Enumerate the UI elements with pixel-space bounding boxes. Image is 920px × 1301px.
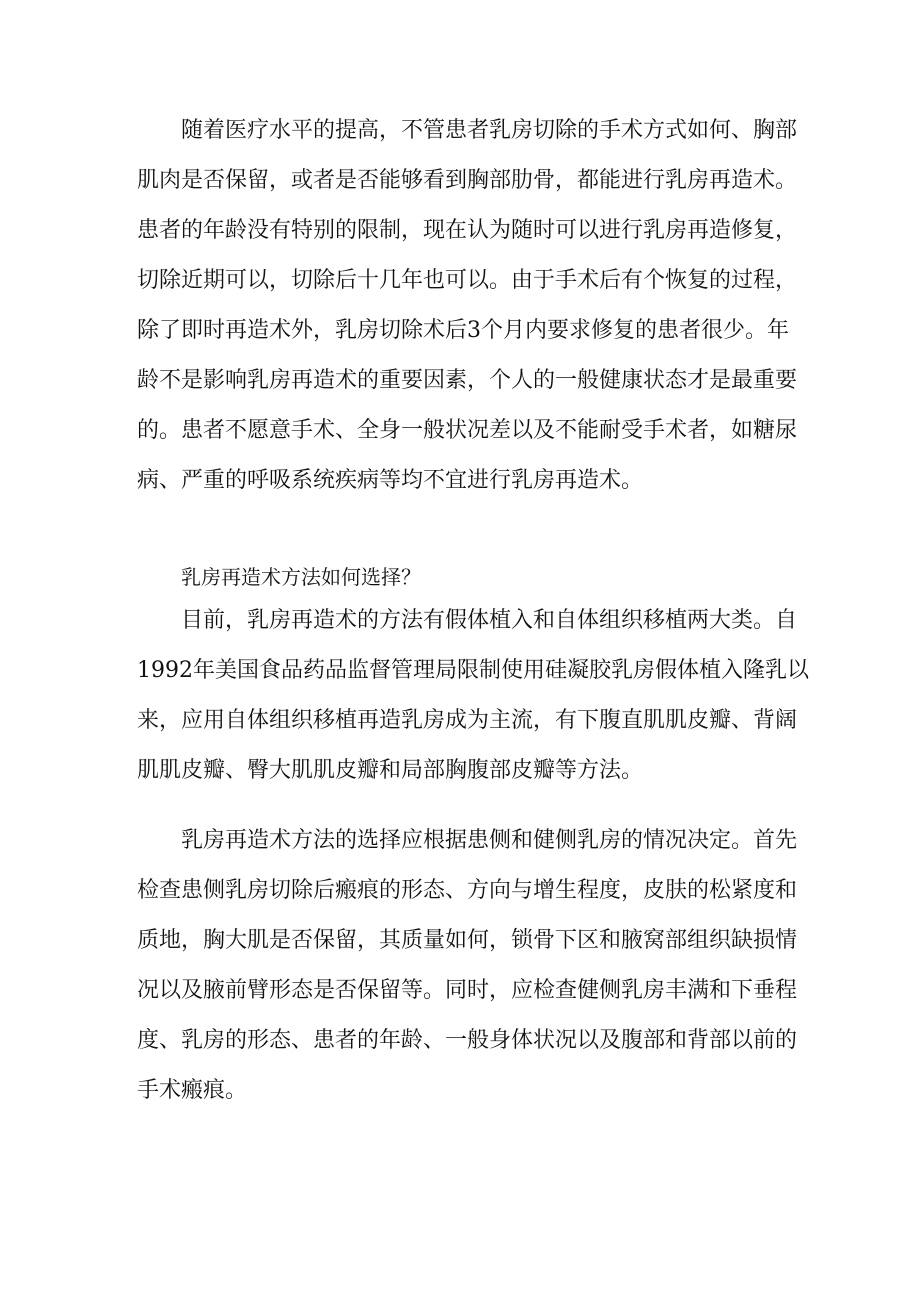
paragraph-line: 来，应用自体组织移植再造乳房成为主流，有下腹直肌肌皮瓣、背阔 <box>137 708 798 733</box>
paragraph-line: 度、乳房的形态、患者的年龄、一般身体状况以及腹部和背部以前的 <box>137 1028 798 1053</box>
paragraph-line: 目前，乳房再造术的方法有假体植入和自体组织移植两大类。自 <box>181 608 798 633</box>
paragraph-line: 随着医疗水平的提高，不管患者乳房切除的手术方式如何、胸部 <box>181 118 798 143</box>
paragraph-line: 肌肌皮瓣、臀大肌肌皮瓣和局部胸腹部皮瓣等方法。 <box>137 758 644 783</box>
paragraph-line: 肌肉是否保留，或者是否能够看到胸部肋骨，都能进行乳房再造术。 <box>137 168 798 193</box>
paragraph-line: 除了即时再造术外，乳房切除术后3个月内要求修复的患者很少。年 <box>137 318 789 343</box>
paragraph-line: 质地，胸大肌是否保留，其质量如何，锁骨下区和腋窝部组织缺损情 <box>137 928 798 953</box>
paragraph-line: 的。患者不愿意手术、全身一般状况差以及不能耐受手术者，如糖尿 <box>137 418 798 443</box>
paragraph-line: 龄不是影响乳房再造术的重要因素，个人的一般健康状态才是最重要 <box>137 368 798 393</box>
paragraph-line: 1992年美国食品药品监督管理局限制使用硅凝胶乳房假体植入隆乳以 <box>137 658 809 683</box>
paragraph-line: 手术瘢痕。 <box>137 1078 248 1103</box>
paragraph-line: 患者的年龄没有特别的限制，现在认为随时可以进行乳房再造修复， <box>137 218 798 243</box>
paragraph-line: 检查患侧乳房切除后瘢痕的形态、方向与增生程度，皮肤的松紧度和 <box>137 878 798 903</box>
paragraph-line: 况以及腋前臂形态是否保留等。同时，应检查健侧乳房丰满和下垂程 <box>137 978 798 1003</box>
paragraph-line: 乳房再造术方法的选择应根据患侧和健侧乳房的情况决定。首先 <box>181 828 798 853</box>
section-heading: 乳房再造术方法如何选择？ <box>181 565 421 589</box>
paragraph-line: 切除近期可以，切除后十几年也可以。由于手术后有个恢复的过程， <box>137 268 798 293</box>
paragraph-line: 病、严重的呼吸系统疾病等均不宜进行乳房再造术。 <box>137 468 644 493</box>
